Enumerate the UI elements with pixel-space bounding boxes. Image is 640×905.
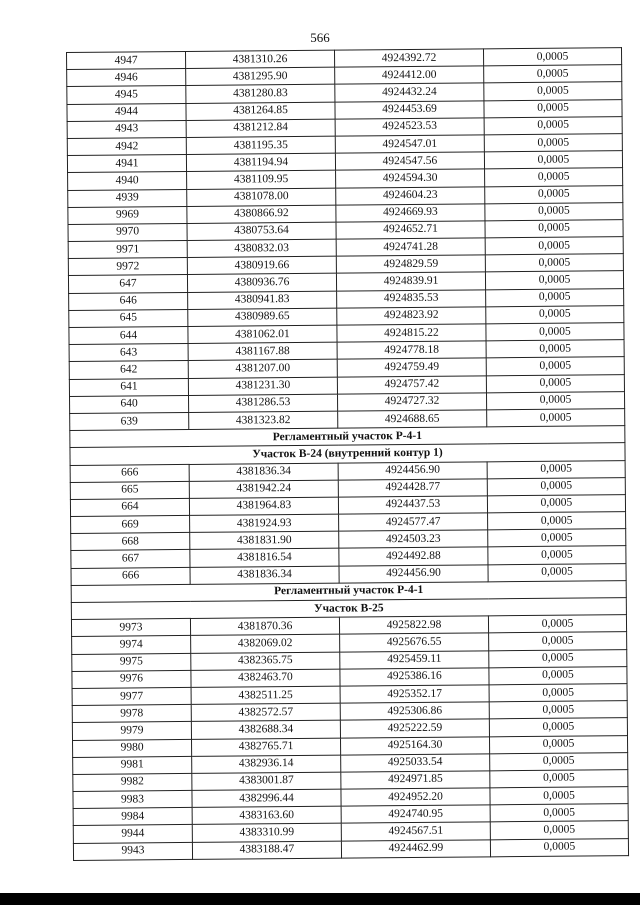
x-coordinate-cell: 4382765.71 (191, 738, 340, 756)
x-coordinate-cell: 4381167.88 (188, 342, 337, 360)
y-coordinate-cell: 4924778.18 (337, 341, 486, 359)
tolerance-cell: 0,0005 (484, 99, 622, 117)
tolerance-cell: 0,0005 (488, 615, 626, 633)
y-coordinate-cell: 4924456.90 (338, 461, 487, 479)
coordinates-table (66, 47, 629, 861)
tolerance-cell: 0,0005 (486, 305, 624, 323)
x-coordinate-cell: 4382365.75 (191, 652, 340, 670)
point-number-cell: 643 (69, 344, 188, 362)
y-coordinate-cell: 4925352.17 (340, 685, 489, 703)
y-coordinate-cell: 4924759.49 (337, 358, 486, 376)
tolerance-cell: 0,0005 (488, 563, 626, 581)
page-number: 566 (310, 30, 330, 45)
y-coordinate-cell: 4925306.86 (340, 702, 489, 720)
tolerance-cell: 0,0005 (490, 821, 628, 839)
y-coordinate-cell: 4924523.53 (335, 118, 484, 136)
x-coordinate-cell: 4380832.03 (187, 239, 336, 257)
point-number-cell: 9944 (73, 825, 192, 843)
point-number-cell: 664 (70, 498, 189, 516)
point-number-cell: 9976 (72, 670, 191, 688)
y-coordinate-cell: 4925676.55 (340, 633, 489, 651)
y-coordinate-cell: 4924412.00 (335, 66, 484, 84)
tolerance-cell: 0,0005 (490, 804, 628, 822)
point-number-cell: 666 (70, 464, 189, 482)
tolerance-cell: 0,0005 (485, 271, 623, 289)
tolerance-cell: 0,0005 (487, 460, 625, 478)
tolerance-cell: 0,0005 (486, 340, 624, 358)
y-coordinate-cell: 4925386.16 (340, 668, 489, 686)
x-coordinate-cell: 4381195.35 (186, 136, 335, 154)
tolerance-cell: 0,0005 (489, 718, 627, 736)
tolerance-cell: 0,0005 (486, 323, 624, 341)
point-number-cell: 9971 (68, 241, 187, 259)
point-number-cell: 667 (71, 550, 190, 568)
point-number-cell: 9984 (73, 808, 192, 826)
y-coordinate-cell: 4924740.95 (341, 805, 490, 823)
tolerance-cell: 0,0005 (488, 546, 626, 564)
y-coordinate-cell: 4924492.88 (339, 547, 488, 565)
point-number-cell: 668 (71, 533, 190, 551)
point-number-cell: 9981 (73, 756, 192, 774)
point-number-cell: 4941 (67, 155, 186, 173)
x-coordinate-cell: 4381816.54 (190, 549, 339, 567)
x-coordinate-cell: 4382688.34 (191, 720, 340, 738)
y-coordinate-cell: 4924577.47 (339, 513, 488, 531)
tolerance-cell: 0,0005 (486, 288, 624, 306)
point-number-cell: 9969 (68, 206, 187, 224)
tolerance-cell: 0,0005 (489, 735, 627, 753)
x-coordinate-cell: 4381870.36 (190, 617, 339, 635)
point-number-cell: 644 (69, 326, 188, 344)
y-coordinate-cell: 4925033.54 (341, 754, 490, 772)
x-coordinate-cell: 4381078.00 (187, 188, 336, 206)
tolerance-cell: 0,0005 (487, 409, 625, 427)
point-number-cell: 4947 (67, 51, 186, 69)
x-coordinate-cell: 4381207.00 (188, 360, 337, 378)
y-coordinate-cell: 4924839.91 (336, 272, 485, 290)
point-number-cell: 9974 (72, 636, 191, 654)
y-coordinate-cell: 4924456.90 (339, 564, 488, 582)
x-coordinate-cell: 4381924.93 (190, 514, 339, 532)
section-heading: Участок В-25 (71, 598, 626, 620)
x-coordinate-cell: 4381194.94 (186, 153, 335, 171)
point-number-cell: 4945 (67, 86, 186, 104)
y-coordinate-cell: 4924547.56 (335, 152, 484, 170)
x-coordinate-cell: 4382511.25 (191, 686, 340, 704)
x-coordinate-cell: 4381231.30 (188, 377, 337, 395)
tolerance-cell: 0,0005 (489, 649, 627, 667)
section-heading: Регламентный участок Р-4-1 (70, 426, 625, 448)
point-number-cell: 640 (70, 395, 189, 413)
tolerance-cell: 0,0005 (487, 477, 625, 495)
point-number-cell: 9978 (72, 705, 191, 723)
x-coordinate-cell: 4383188.47 (192, 841, 341, 859)
point-number-cell: 9970 (68, 223, 187, 241)
y-coordinate-cell: 4924823.92 (337, 307, 486, 325)
y-coordinate-cell: 4924741.28 (336, 238, 485, 256)
x-coordinate-cell: 4383001.87 (192, 772, 341, 790)
point-number-cell: 9943 (73, 842, 192, 860)
x-coordinate-cell: 4380866.92 (187, 205, 336, 223)
y-coordinate-cell: 4924688.65 (338, 410, 487, 428)
x-coordinate-cell: 4381264.85 (186, 102, 335, 120)
section-heading: Регламентный участок Р-4-1 (71, 580, 626, 602)
tolerance-cell: 0,0005 (485, 202, 623, 220)
point-number-cell: 4939 (68, 189, 187, 207)
y-coordinate-cell: 4924594.30 (336, 169, 485, 187)
point-number-cell: 665 (70, 481, 189, 499)
tolerance-cell: 0,0005 (490, 838, 628, 856)
point-number-cell: 4943 (67, 120, 186, 138)
point-number-cell: 9972 (68, 258, 187, 276)
x-coordinate-cell: 4381109.95 (187, 170, 336, 188)
point-number-cell: 9982 (73, 773, 192, 791)
y-coordinate-cell: 4924757.42 (337, 375, 486, 393)
point-number-cell: 9977 (72, 687, 191, 705)
point-number-cell: 4940 (68, 172, 187, 190)
tolerance-cell: 0,0005 (489, 684, 627, 702)
tolerance-cell: 0,0005 (486, 391, 624, 409)
point-number-cell: 669 (71, 516, 190, 534)
x-coordinate-cell: 4380936.76 (187, 274, 336, 292)
section-heading: Участок В-24 (внутренний контур 1) (70, 443, 625, 465)
x-coordinate-cell: 4381831.90 (190, 531, 339, 549)
tolerance-cell: 0,0005 (483, 48, 621, 66)
y-coordinate-cell: 4924952.20 (341, 788, 490, 806)
x-coordinate-cell: 4381942.24 (189, 480, 338, 498)
point-number-cell: 4942 (67, 137, 186, 155)
x-coordinate-cell: 4382463.70 (191, 669, 340, 687)
point-number-cell: 639 (70, 412, 189, 430)
x-coordinate-cell: 4381836.34 (189, 463, 338, 481)
y-coordinate-cell: 4924604.23 (336, 186, 485, 204)
tolerance-cell: 0,0005 (486, 357, 624, 375)
y-coordinate-cell: 4924835.53 (337, 289, 486, 307)
x-coordinate-cell: 4382996.44 (192, 789, 341, 807)
tolerance-cell: 0,0005 (485, 185, 623, 203)
y-coordinate-cell: 4924727.32 (337, 393, 486, 411)
tolerance-cell: 0,0005 (485, 254, 623, 272)
x-coordinate-cell: 4381062.01 (188, 325, 337, 343)
x-coordinate-cell: 4382936.14 (192, 755, 341, 773)
y-coordinate-cell: 4924652.71 (336, 221, 485, 239)
y-coordinate-cell: 4924971.85 (341, 771, 490, 789)
tolerance-cell: 0,0005 (489, 701, 627, 719)
x-coordinate-cell: 4381836.34 (190, 566, 339, 584)
x-coordinate-cell: 4381212.84 (186, 119, 335, 137)
tolerance-cell: 0,0005 (484, 134, 622, 152)
x-coordinate-cell: 4380753.64 (187, 222, 336, 240)
y-coordinate-cell: 4924432.24 (335, 83, 484, 101)
point-number-cell: 641 (69, 378, 188, 396)
table-row (73, 838, 628, 860)
tolerance-cell: 0,0005 (489, 666, 627, 684)
point-number-cell: 645 (69, 309, 188, 327)
x-coordinate-cell: 4382572.57 (191, 703, 340, 721)
point-number-cell: 9975 (72, 653, 191, 671)
y-coordinate-cell: 4924428.77 (338, 479, 487, 497)
tolerance-cell: 0,0005 (487, 495, 625, 513)
tolerance-cell: 0,0005 (486, 374, 624, 392)
y-coordinate-cell: 4924567.51 (341, 822, 490, 840)
point-number-cell: 666 (71, 567, 190, 585)
x-coordinate-cell: 4381280.83 (186, 85, 335, 103)
point-number-cell: 4946 (67, 69, 186, 87)
point-number-cell: 9980 (73, 739, 192, 757)
x-coordinate-cell: 4382069.02 (191, 635, 340, 653)
x-coordinate-cell: 4381310.26 (185, 50, 334, 68)
x-coordinate-cell: 4381323.82 (189, 411, 338, 429)
tolerance-cell: 0,0005 (485, 220, 623, 238)
y-coordinate-cell: 4924462.99 (341, 839, 490, 857)
y-coordinate-cell: 4924815.22 (337, 324, 486, 342)
y-coordinate-cell: 4925459.11 (340, 650, 489, 668)
tolerance-cell: 0,0005 (485, 237, 623, 255)
x-coordinate-cell: 4380919.66 (187, 256, 336, 274)
x-coordinate-cell: 4381295.90 (186, 67, 335, 85)
tolerance-cell: 0,0005 (485, 168, 623, 186)
y-coordinate-cell: 4924669.93 (336, 204, 485, 222)
point-number-cell: 642 (69, 361, 188, 379)
tolerance-cell: 0,0005 (484, 65, 622, 83)
tolerance-cell: 0,0005 (488, 512, 626, 530)
point-number-cell: 646 (69, 292, 188, 310)
tolerance-cell: 0,0005 (484, 116, 622, 134)
tolerance-cell: 0,0005 (490, 752, 628, 770)
point-number-cell: 9979 (72, 722, 191, 740)
y-coordinate-cell: 4924453.69 (335, 100, 484, 118)
point-number-cell: 647 (68, 275, 187, 293)
x-coordinate-cell: 4383163.60 (192, 806, 341, 824)
tolerance-cell: 0,0005 (490, 769, 628, 787)
y-coordinate-cell: 4924547.01 (335, 135, 484, 153)
x-coordinate-cell: 4380989.65 (188, 308, 337, 326)
point-number-cell: 4944 (67, 103, 186, 121)
x-coordinate-cell: 4381286.53 (188, 394, 337, 412)
tolerance-cell: 0,0005 (488, 529, 626, 547)
y-coordinate-cell: 4924437.53 (338, 496, 487, 514)
scan-bottom-edge (0, 893, 640, 905)
tolerance-cell: 0,0005 (489, 632, 627, 650)
point-number-cell: 9983 (73, 790, 192, 808)
y-coordinate-cell: 4925164.30 (340, 736, 489, 754)
tolerance-cell: 0,0005 (484, 151, 622, 169)
point-number-cell: 9973 (71, 619, 190, 637)
y-coordinate-cell: 4925822.98 (339, 616, 488, 634)
y-coordinate-cell: 4924392.72 (334, 49, 483, 67)
tolerance-cell: 0,0005 (490, 787, 628, 805)
x-coordinate-cell: 4383310.99 (192, 824, 341, 842)
y-coordinate-cell: 4924503.23 (339, 530, 488, 548)
y-coordinate-cell: 4924829.59 (336, 255, 485, 273)
x-coordinate-cell: 4381964.83 (189, 497, 338, 515)
x-coordinate-cell: 4380941.83 (188, 291, 337, 309)
y-coordinate-cell: 4925222.59 (340, 719, 489, 737)
coordinates-table-body (67, 48, 629, 861)
tolerance-cell: 0,0005 (484, 82, 622, 100)
